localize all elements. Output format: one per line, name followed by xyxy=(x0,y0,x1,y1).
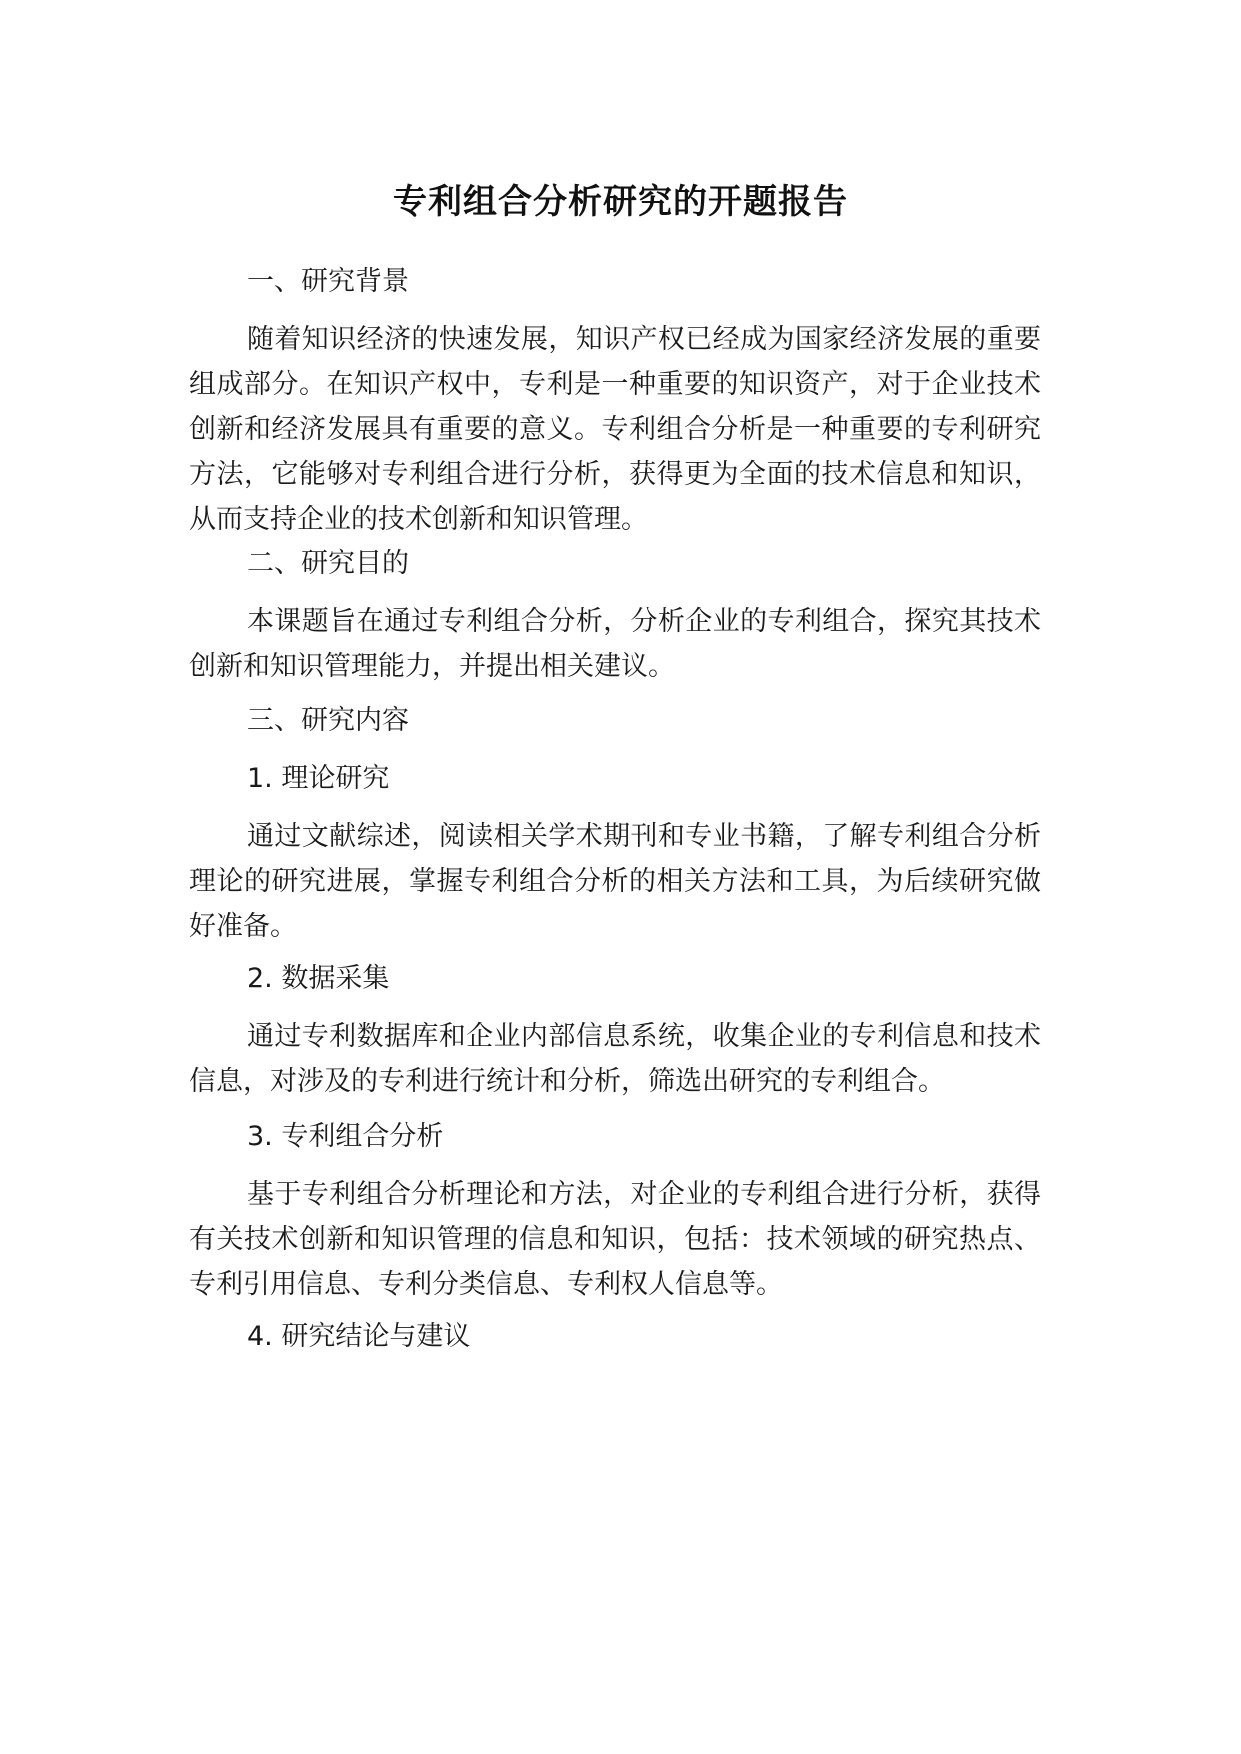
paragraph-data-collection: 通过专利数据库和企业内部信息系统，收集企业的专利信息和技术信息，对涉及的专利进行统计和分析，筛选出研究的专利组合。 xyxy=(189,1021,1041,1097)
subsection-heading-conclusion: 4. 研究结论与建议 xyxy=(247,1321,471,1352)
paragraph-theory: 通过文献综述，阅读相关学术期刊和专业书籍，了解专利组合分析理论的研究进展，掌握专利组合分析的相关方法和工具，为后续研究做好准备。 xyxy=(189,821,1041,942)
paragraph-portfolio-analysis: 基于专利组合分析理论和方法，对企业的专利组合进行分析，获得有关技术创新和知识管理的信息和知识，包括：技术领域的研究热点、专利引用信息、专利分类信息、专利权人信息等。 xyxy=(189,1179,1041,1300)
subsection-heading-theory: 1. 理论研究 xyxy=(247,763,390,794)
section-heading-background: 一、研究背景 xyxy=(247,266,409,297)
paragraph-purpose: 本课题旨在通过专利组合分析，分析企业的专利组合，探究其技术创新和知识管理能力，并提出相关建议。 xyxy=(189,606,1041,682)
paragraph-background: 随着知识经济的快速发展，知识产权已经成为国家经济发展的重要组成部分。在知识产权中，专利是一种重要的知识资产，对于企业技术创新和经济发展具有重要的意义。专利组合分析是一种重要的专利研究方法，它能够对专利组合进行分析，获得更为全面的技术信息和知识，从而支持企业的技术创新和知识管理。 xyxy=(189,324,1041,535)
subsection-heading-data-collection: 2. 数据采集 xyxy=(247,963,390,994)
subsection-heading-portfolio-analysis: 3. 专利组合分析 xyxy=(247,1121,444,1152)
section-heading-purpose: 二、研究目的 xyxy=(247,548,409,579)
section-heading-content: 三、研究内容 xyxy=(247,705,409,736)
document-title: 专利组合分析研究的开题报告 xyxy=(393,182,848,222)
